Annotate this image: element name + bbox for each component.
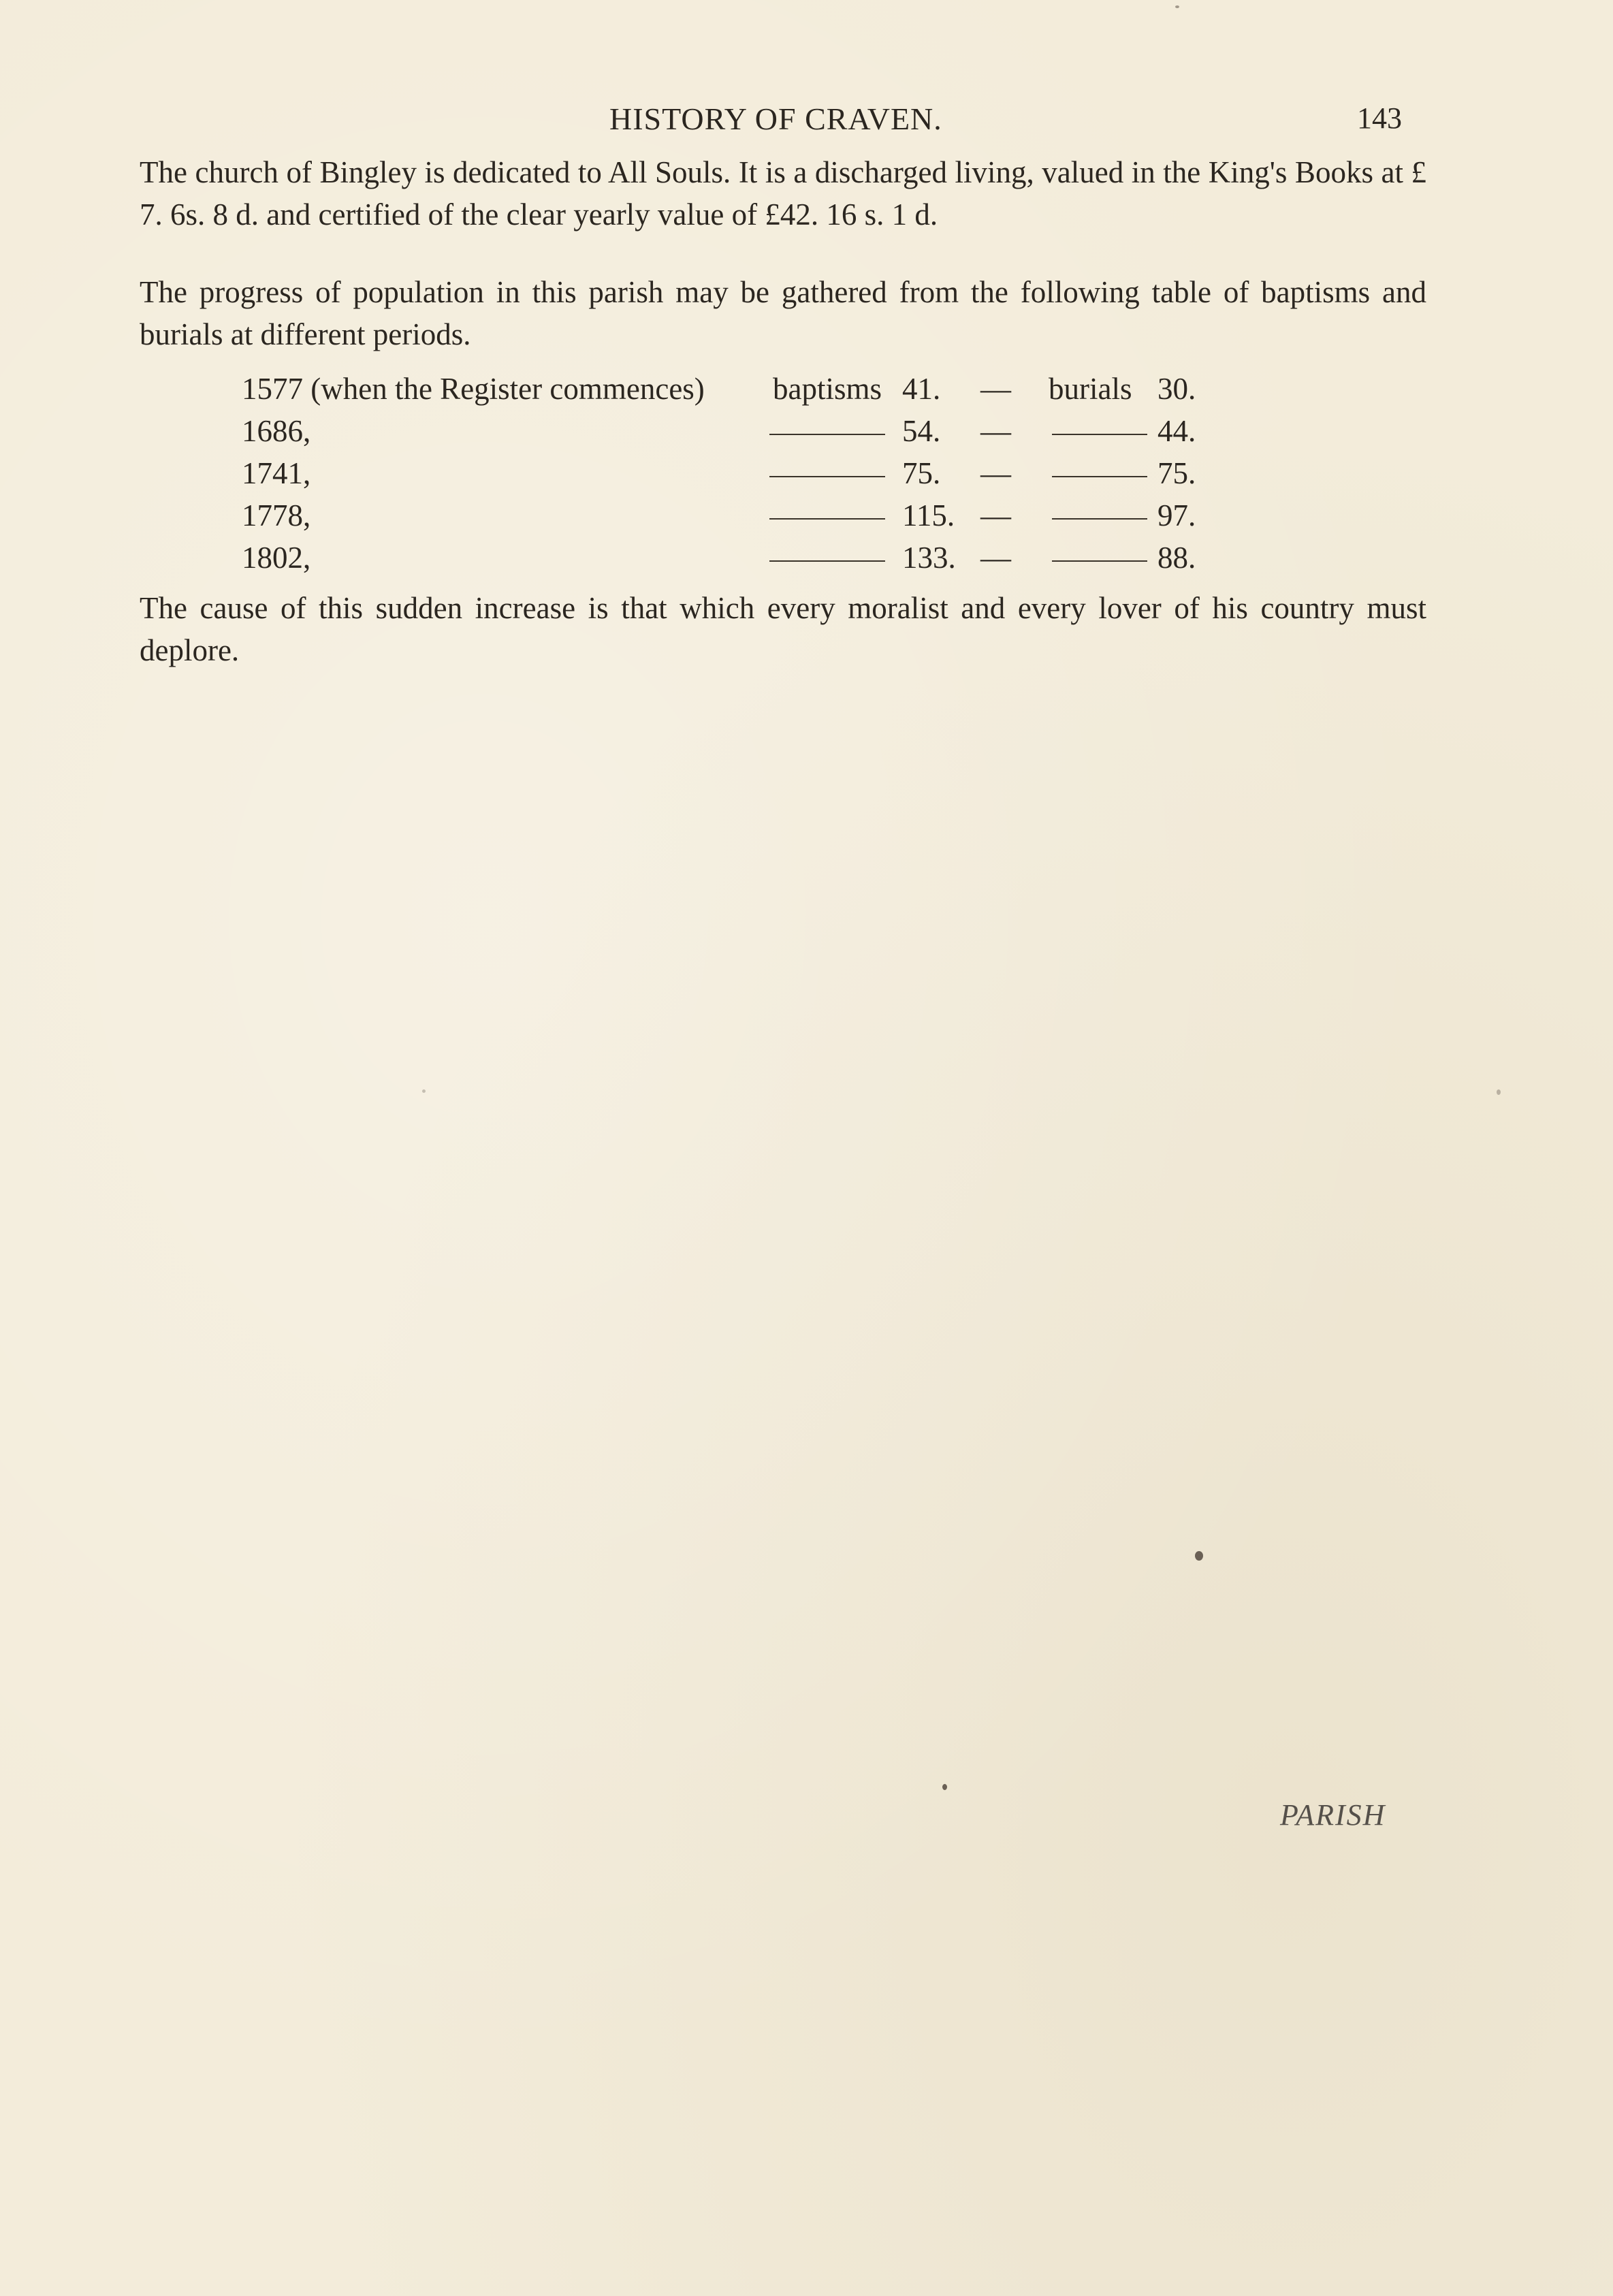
ditto-rule bbox=[769, 518, 885, 520]
burials-value: 88. bbox=[1157, 541, 1196, 575]
ditto-rule bbox=[1052, 476, 1147, 477]
ditto-rule bbox=[769, 560, 885, 562]
running-head bbox=[0, 101, 1613, 142]
ditto-rule bbox=[1052, 560, 1147, 562]
paper-speck bbox=[1175, 5, 1179, 8]
baptisms-value: 133. bbox=[902, 541, 956, 575]
burials-value: 97. bbox=[1157, 498, 1196, 532]
row-year: 1577 (when the Register commences) bbox=[242, 372, 705, 406]
table-row bbox=[242, 456, 1229, 498]
row-separator: — bbox=[980, 541, 1011, 575]
burials-label: burials bbox=[1049, 372, 1132, 406]
burials-value: 30. bbox=[1157, 372, 1196, 406]
table-row bbox=[242, 413, 1229, 456]
baptisms-value: 54. bbox=[902, 414, 941, 448]
baptisms-value: 115. bbox=[902, 498, 955, 532]
paragraph-population: The progress of population in this parish may be gathered from the following table of baptisms and burials at different periods. bbox=[140, 275, 1426, 351]
paper-speck bbox=[942, 1784, 947, 1790]
row-year: 1741, bbox=[242, 456, 311, 490]
burials-value: 44. bbox=[1157, 414, 1196, 448]
row-separator: — bbox=[980, 498, 1011, 532]
paper-speck bbox=[422, 1089, 426, 1093]
paragraph-conclusion: The cause of this sudden increase is that which every moralist and every lover of his country must deplore. bbox=[140, 591, 1426, 667]
row-year: 1802, bbox=[242, 541, 311, 575]
table-row bbox=[242, 371, 1229, 413]
ditto-rule bbox=[769, 434, 885, 435]
baptisms-value: 41. bbox=[902, 372, 941, 406]
running-title: HISTORY OF CRAVEN. bbox=[609, 101, 942, 136]
baptisms-label: baptisms bbox=[773, 372, 882, 406]
ditto-rule bbox=[769, 476, 885, 477]
burials-value: 75. bbox=[1157, 456, 1196, 490]
table-row bbox=[242, 498, 1229, 540]
page-number: 143 bbox=[1357, 101, 1402, 135]
ditto-rule bbox=[1052, 434, 1147, 435]
catchword: PARISH bbox=[1280, 1798, 1386, 1832]
row-separator: — bbox=[980, 372, 1011, 406]
ditto-rule bbox=[1052, 518, 1147, 520]
paper-speck bbox=[1195, 1551, 1203, 1561]
row-year: 1778, bbox=[242, 498, 311, 532]
row-year: 1686, bbox=[242, 414, 311, 448]
baptisms-value: 75. bbox=[902, 456, 941, 490]
population-table bbox=[242, 371, 1229, 582]
paper-speck bbox=[1497, 1089, 1501, 1095]
row-separator: — bbox=[980, 414, 1011, 448]
row-separator: — bbox=[980, 456, 1011, 490]
table-row bbox=[242, 540, 1229, 582]
paragraph-church: The church of Bingley is dedicated to All Souls. It is a discharged living, valued in the King's Books at £ 7. 6s. 8 d. and certified of the clear yearly value of £42. 16 s. 1 d. bbox=[140, 155, 1426, 232]
